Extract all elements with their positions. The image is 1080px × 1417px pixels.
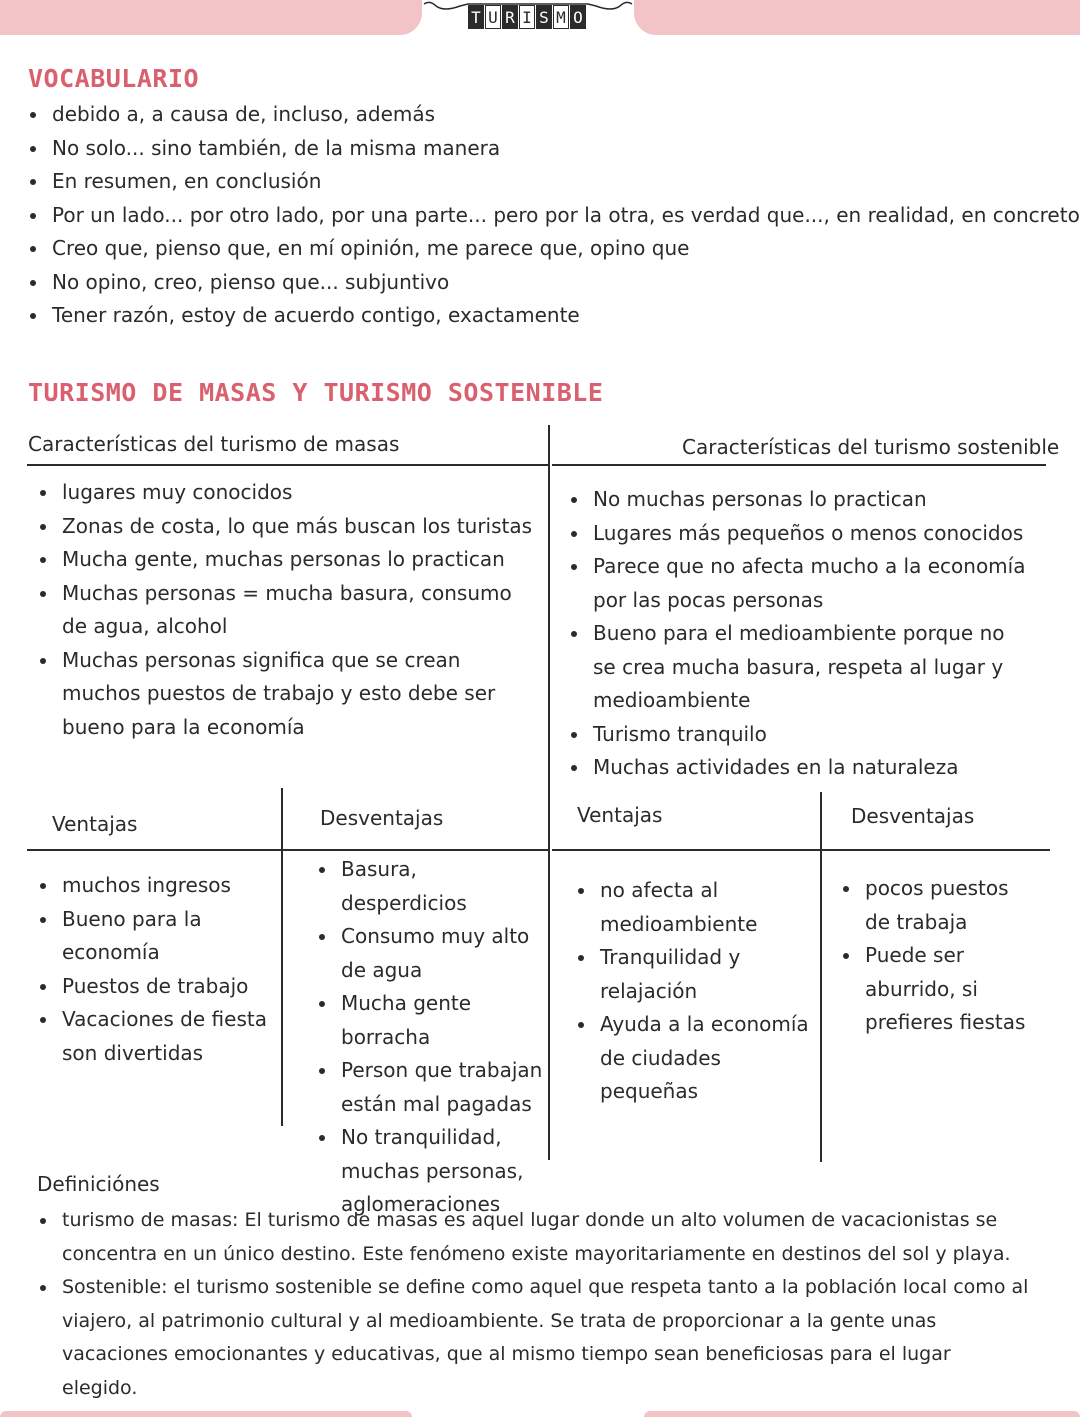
list-item: turismo de masas: El turismo de masas es aquel lugar donde un alto volumen de vacacionistas se concentra en un único destino. Este fenómeno existe mayoritariamente en destinos del sol y playa. bbox=[40, 1204, 1030, 1271]
list-item: Tener razón, estoy de acuerdo contigo, exactamente bbox=[30, 299, 1080, 333]
list-item: Vacaciones de fiesta son divertidas bbox=[40, 1003, 276, 1070]
list-item: Muchas actividades en la naturaleza bbox=[571, 751, 1033, 785]
list-item: Ayuda a la economía de ciudades pequeñas bbox=[578, 1008, 814, 1109]
list-item: Creo que, pienso que, en mí opinión, me parece que, opino que bbox=[30, 232, 1080, 266]
definitions-title: Definiciónes bbox=[37, 1172, 160, 1196]
banner-letter: M bbox=[553, 5, 569, 29]
banner-letter: U bbox=[485, 5, 501, 29]
sostenible-ventajas-list bbox=[578, 874, 814, 1109]
vocabulary-list bbox=[30, 98, 1080, 333]
list-item: muchos ingresos bbox=[40, 869, 276, 903]
masas-characteristics-list bbox=[40, 476, 538, 744]
vocabulary-heading: VOCABULARIO bbox=[28, 64, 200, 93]
list-item: debido a, a causa de, incluso, además bbox=[30, 98, 1080, 132]
list-item: Puede ser aburrido, si prefieres fiestas bbox=[843, 939, 1033, 1040]
list-item: No opino, creo, pienso que... subjuntivo bbox=[30, 266, 1080, 300]
banner-letter: S bbox=[536, 5, 552, 29]
list-item: Tranquilidad y relajación bbox=[578, 941, 814, 1008]
list-item: No solo... sino también, de la misma manera bbox=[30, 132, 1080, 166]
list-item: Por un lado... por otro lado, por una parte... pero por la otra, es verdad que..., en realidad, en concreto bbox=[30, 199, 1080, 233]
list-item: Consumo muy alto de agua bbox=[319, 920, 543, 987]
sostenible-desventajas-list bbox=[843, 872, 1033, 1040]
divider bbox=[552, 849, 1050, 851]
masas-ventajas-title: Ventajas bbox=[52, 812, 138, 836]
top-band-left bbox=[0, 0, 422, 35]
list-item: Lugares más pequeños o menos conocidos bbox=[571, 517, 1033, 551]
list-item: En resumen, en conclusión bbox=[30, 165, 1080, 199]
list-item: no afecta al medioambiente bbox=[578, 874, 814, 941]
list-item: Bueno para el medioambiente porque no se crea mucha basura, respeta al lugar y medioambiente bbox=[571, 617, 1033, 718]
list-item: No muchas personas lo practican bbox=[571, 483, 1033, 517]
banner-letter: T bbox=[468, 5, 484, 29]
divider bbox=[27, 849, 549, 851]
list-item: Muchas personas = mucha basura, consumo de agua, alcohol bbox=[40, 577, 538, 644]
divider bbox=[281, 788, 283, 1126]
list-item: Zonas de costa, lo que más buscan los turistas bbox=[40, 510, 538, 544]
sostenible-characteristics-list bbox=[571, 483, 1033, 785]
masas-title: Características del turismo de masas bbox=[28, 432, 400, 456]
list-item: Mucha gente borracha bbox=[319, 987, 543, 1054]
sostenible-ventajas-title: Ventajas bbox=[577, 803, 663, 827]
list-item: Puestos de trabajo bbox=[40, 970, 276, 1004]
divider bbox=[552, 464, 1046, 466]
bottom-band-right bbox=[644, 1411, 1080, 1417]
sostenible-title: Características del turismo sostenible bbox=[682, 435, 1060, 459]
list-item: Turismo tranquilo bbox=[571, 718, 1033, 752]
list-item: Mucha gente, muchas personas lo practican bbox=[40, 543, 538, 577]
divider bbox=[27, 464, 549, 466]
definitions-list bbox=[40, 1204, 1030, 1405]
banner-title bbox=[468, 5, 586, 29]
comparison-heading: TURISMO DE MASAS Y TURISMO SOSTENIBLE bbox=[28, 378, 604, 407]
divider bbox=[548, 425, 550, 1160]
list-item: Basura, desperdicios bbox=[319, 853, 543, 920]
divider bbox=[820, 792, 822, 1162]
list-item: No tranquilidad, muchas personas, aglomeraciones bbox=[319, 1121, 543, 1222]
banner-letter: I bbox=[519, 5, 535, 29]
list-item: Bueno para la economía bbox=[40, 903, 276, 970]
banner-letter: O bbox=[570, 5, 586, 29]
top-band-right bbox=[634, 0, 1080, 35]
banner-letter: R bbox=[502, 5, 518, 29]
list-item: Parece que no afecta mucho a la economía por las pocas personas bbox=[571, 550, 1033, 617]
list-item: Muchas personas significa que se crean muchos puestos de trabajo y esto debe ser bueno para la economía bbox=[40, 644, 538, 745]
bottom-band-left bbox=[0, 1411, 412, 1417]
list-item: pocos puestos de trabaja bbox=[843, 872, 1033, 939]
list-item: Sostenible: el turismo sostenible se define como aquel que respeta tanto a la población local como al viajero, al patrimonio cultural y al medioambiente. Se trata de proporcionar a la gente unas vacaciones emocionantes y educativas, que al mismo tiempo sean beneficiosas para el lugar elegido. bbox=[40, 1271, 1030, 1405]
list-item: Person que trabajan están mal pagadas bbox=[319, 1054, 543, 1121]
masas-desventajas-title: Desventajas bbox=[320, 806, 444, 830]
masas-ventajas-list bbox=[40, 869, 276, 1070]
list-item: lugares muy conocidos bbox=[40, 476, 538, 510]
masas-desventajas-list bbox=[319, 853, 543, 1222]
sostenible-desventajas-title: Desventajas bbox=[851, 804, 975, 828]
